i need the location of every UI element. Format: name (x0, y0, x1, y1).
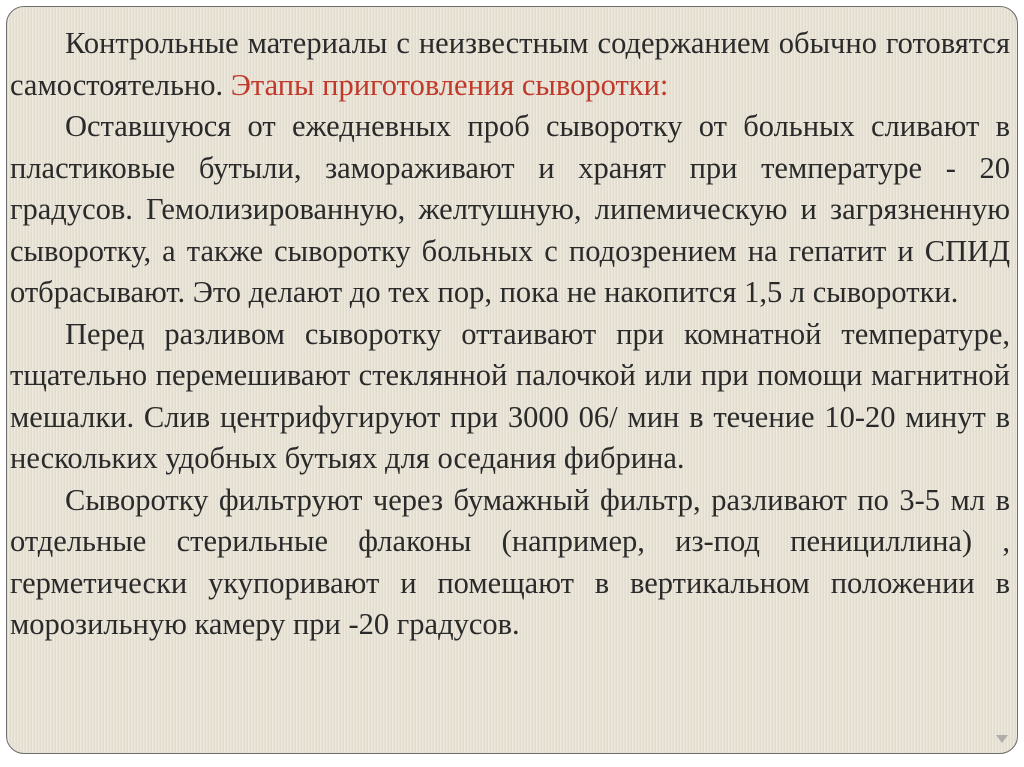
stages-heading: Этапы приготовления сыворотки: (230, 67, 669, 102)
paragraph-intro (10, 23, 1010, 106)
slide-body (10, 23, 1010, 646)
slide-corner-marker (996, 735, 1008, 743)
paragraph-collection: Оставшуюся от ежедневных проб сыворотку от больных сливают в пластиковые бутыли, замораживают и хранят при температуре - 20 градусов. Гемолизированную, желтушную, липемическую и загрязненную сыворотку, а также сыворотку больных с подозрением на гепатит и СПИД отбрасывают. Это делают до тех пор, пока не накопится 1,5 л сыворотки. (10, 109, 1010, 309)
paragraph-intro-text: Контрольные материалы с неизвестным содержанием обычно готовятся самостоятельно. (10, 26, 1010, 102)
paragraph-thawing: Перед разливом сыворотку оттаивают при комнатной температуре, тщательно перемешивают стеклянной палочкой или при помощи магнитной мешалки. Слив центрифугируют при 3000 06/ мин в течение 10-20 минут в нескольких удобных бутыях для оседания фибрина. (10, 316, 1010, 475)
paragraph-filtering: Сыворотку фильтруют через бумажный фильтр, разливают по 3-5 мл в отдельные стерильные флаконы (например, из-под пенициллина) , герметически укупоривают и помещают в вертикальном положении в морозильную камеру при -20 градусов. (10, 482, 1010, 641)
slide (6, 6, 1018, 754)
